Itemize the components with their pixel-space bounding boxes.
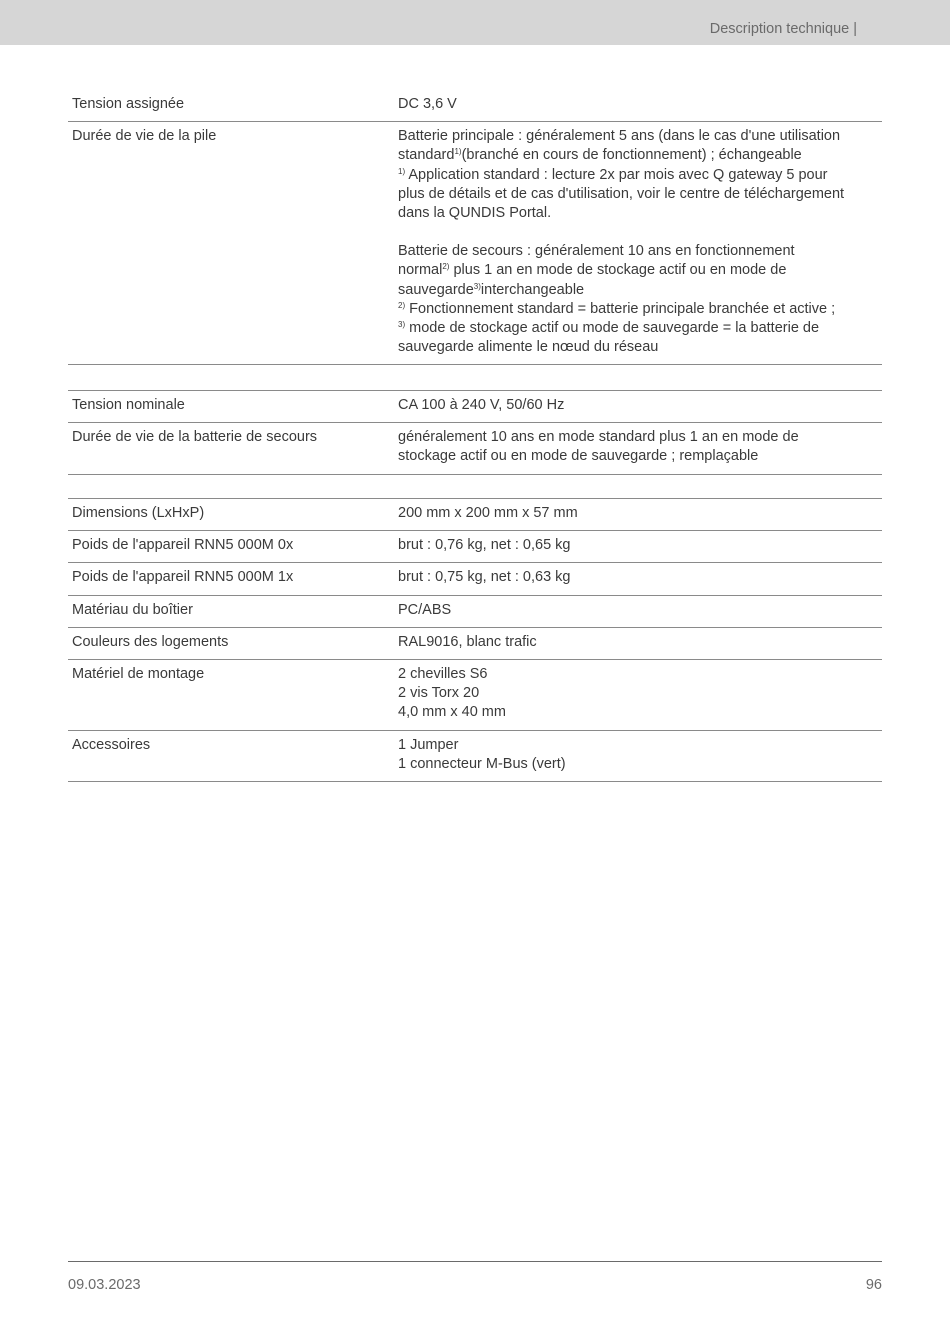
row-label: Tension assignée <box>72 96 185 112</box>
footnote-marker: 2) <box>442 262 450 272</box>
row-value: 200 mm x 200 mm x 57 mm <box>398 505 578 521</box>
table-row <box>68 563 882 595</box>
row-label: Poids de l'appareil RNN5 000M 0x <box>72 537 294 554</box>
footnote-marker: 1) <box>398 166 406 176</box>
footer-date: 09.03.2023 <box>68 1277 141 1293</box>
table-row <box>68 531 882 563</box>
footnote-marker: 2) <box>398 300 406 310</box>
page-number: 96 <box>865 1277 882 1293</box>
row-label: Durée de vie de la pile <box>72 128 217 145</box>
table-row <box>68 628 882 660</box>
row-label: Dimensions (LxHxP) <box>72 505 205 521</box>
row-value: brut : 0,76 kg, net : 0,65 kg <box>398 537 571 554</box>
row-value: généralement 10 ans en mode standard plus 1 an en mode de stockage actif ou en mode de sauvegarde ; remplaçable <box>398 429 799 465</box>
row-label: Matériel de montage <box>72 666 205 683</box>
row-label: Poids de l'appareil RNN5 000M 1x <box>72 569 294 586</box>
table-row <box>68 390 882 423</box>
table-row <box>68 731 882 782</box>
footer-rule <box>68 1261 882 1262</box>
row-label: Accessoires <box>72 736 151 753</box>
table-row <box>68 660 882 731</box>
header-title: Description technique | <box>709 21 857 37</box>
row-value: brut : 0,75 kg, net : 0,63 kg <box>398 569 571 586</box>
row-value: DC 3,6 V <box>398 96 457 112</box>
row-value: 2 chevilles S6 2 vis Torx 20 4,0 mm x 40 mm <box>398 666 506 721</box>
row-label: Couleurs des logements <box>72 633 229 650</box>
row-label: Matériau du boîtier <box>72 601 193 618</box>
row-label: Tension nominale <box>72 397 185 413</box>
spec-table-mechanical <box>68 498 882 782</box>
row-value: PC/ABS <box>398 601 452 618</box>
table-row <box>68 423 882 474</box>
row-label: Durée de vie de la batterie de secours <box>72 429 318 446</box>
row-value: CA 100 à 240 V, 50/60 Hz <box>398 397 565 413</box>
table-row <box>68 122 882 365</box>
table-row <box>68 498 882 531</box>
footnote-marker: 1) <box>454 147 462 157</box>
row-value: RAL9016, blanc trafic <box>398 633 537 650</box>
row-value-battery-life: Batterie principale : généralement 5 ans (dans le cas d'une utilisation standard$^{1)}$(branché en cours de fonctionnement) ; échangeable $^{1)}$ Application standard : lecture 2x par mois avec Q gateway 5 pour plus de détails et de cas d'utilisation, voir le centre de téléchargement dans la QUNDIS Portal. Batterie de secours : généralement 10 ans en fonctionnement normal$^{2)}$ plus 1 an en mode de stockage actif ou en mode de sauvegarde$^{3)}$interchangeable $^{2)}$ Fonctionnement standard = batterie principale branchée et active ; $^{3)}$ mode de stockage actif ou mode de sauvegarde = la batterie de sauvegarde alimente le nœud du réseau <box>398 128 845 356</box>
table-row <box>68 90 882 122</box>
row-value: 1 Jumper 1 connecteur M-Bus (vert) <box>398 736 566 772</box>
table-row <box>68 596 882 628</box>
spec-table-battery <box>68 90 882 365</box>
spec-table-power <box>68 390 882 475</box>
footnote-marker: 3) <box>398 320 406 330</box>
footnote-marker: 3) <box>473 281 481 291</box>
